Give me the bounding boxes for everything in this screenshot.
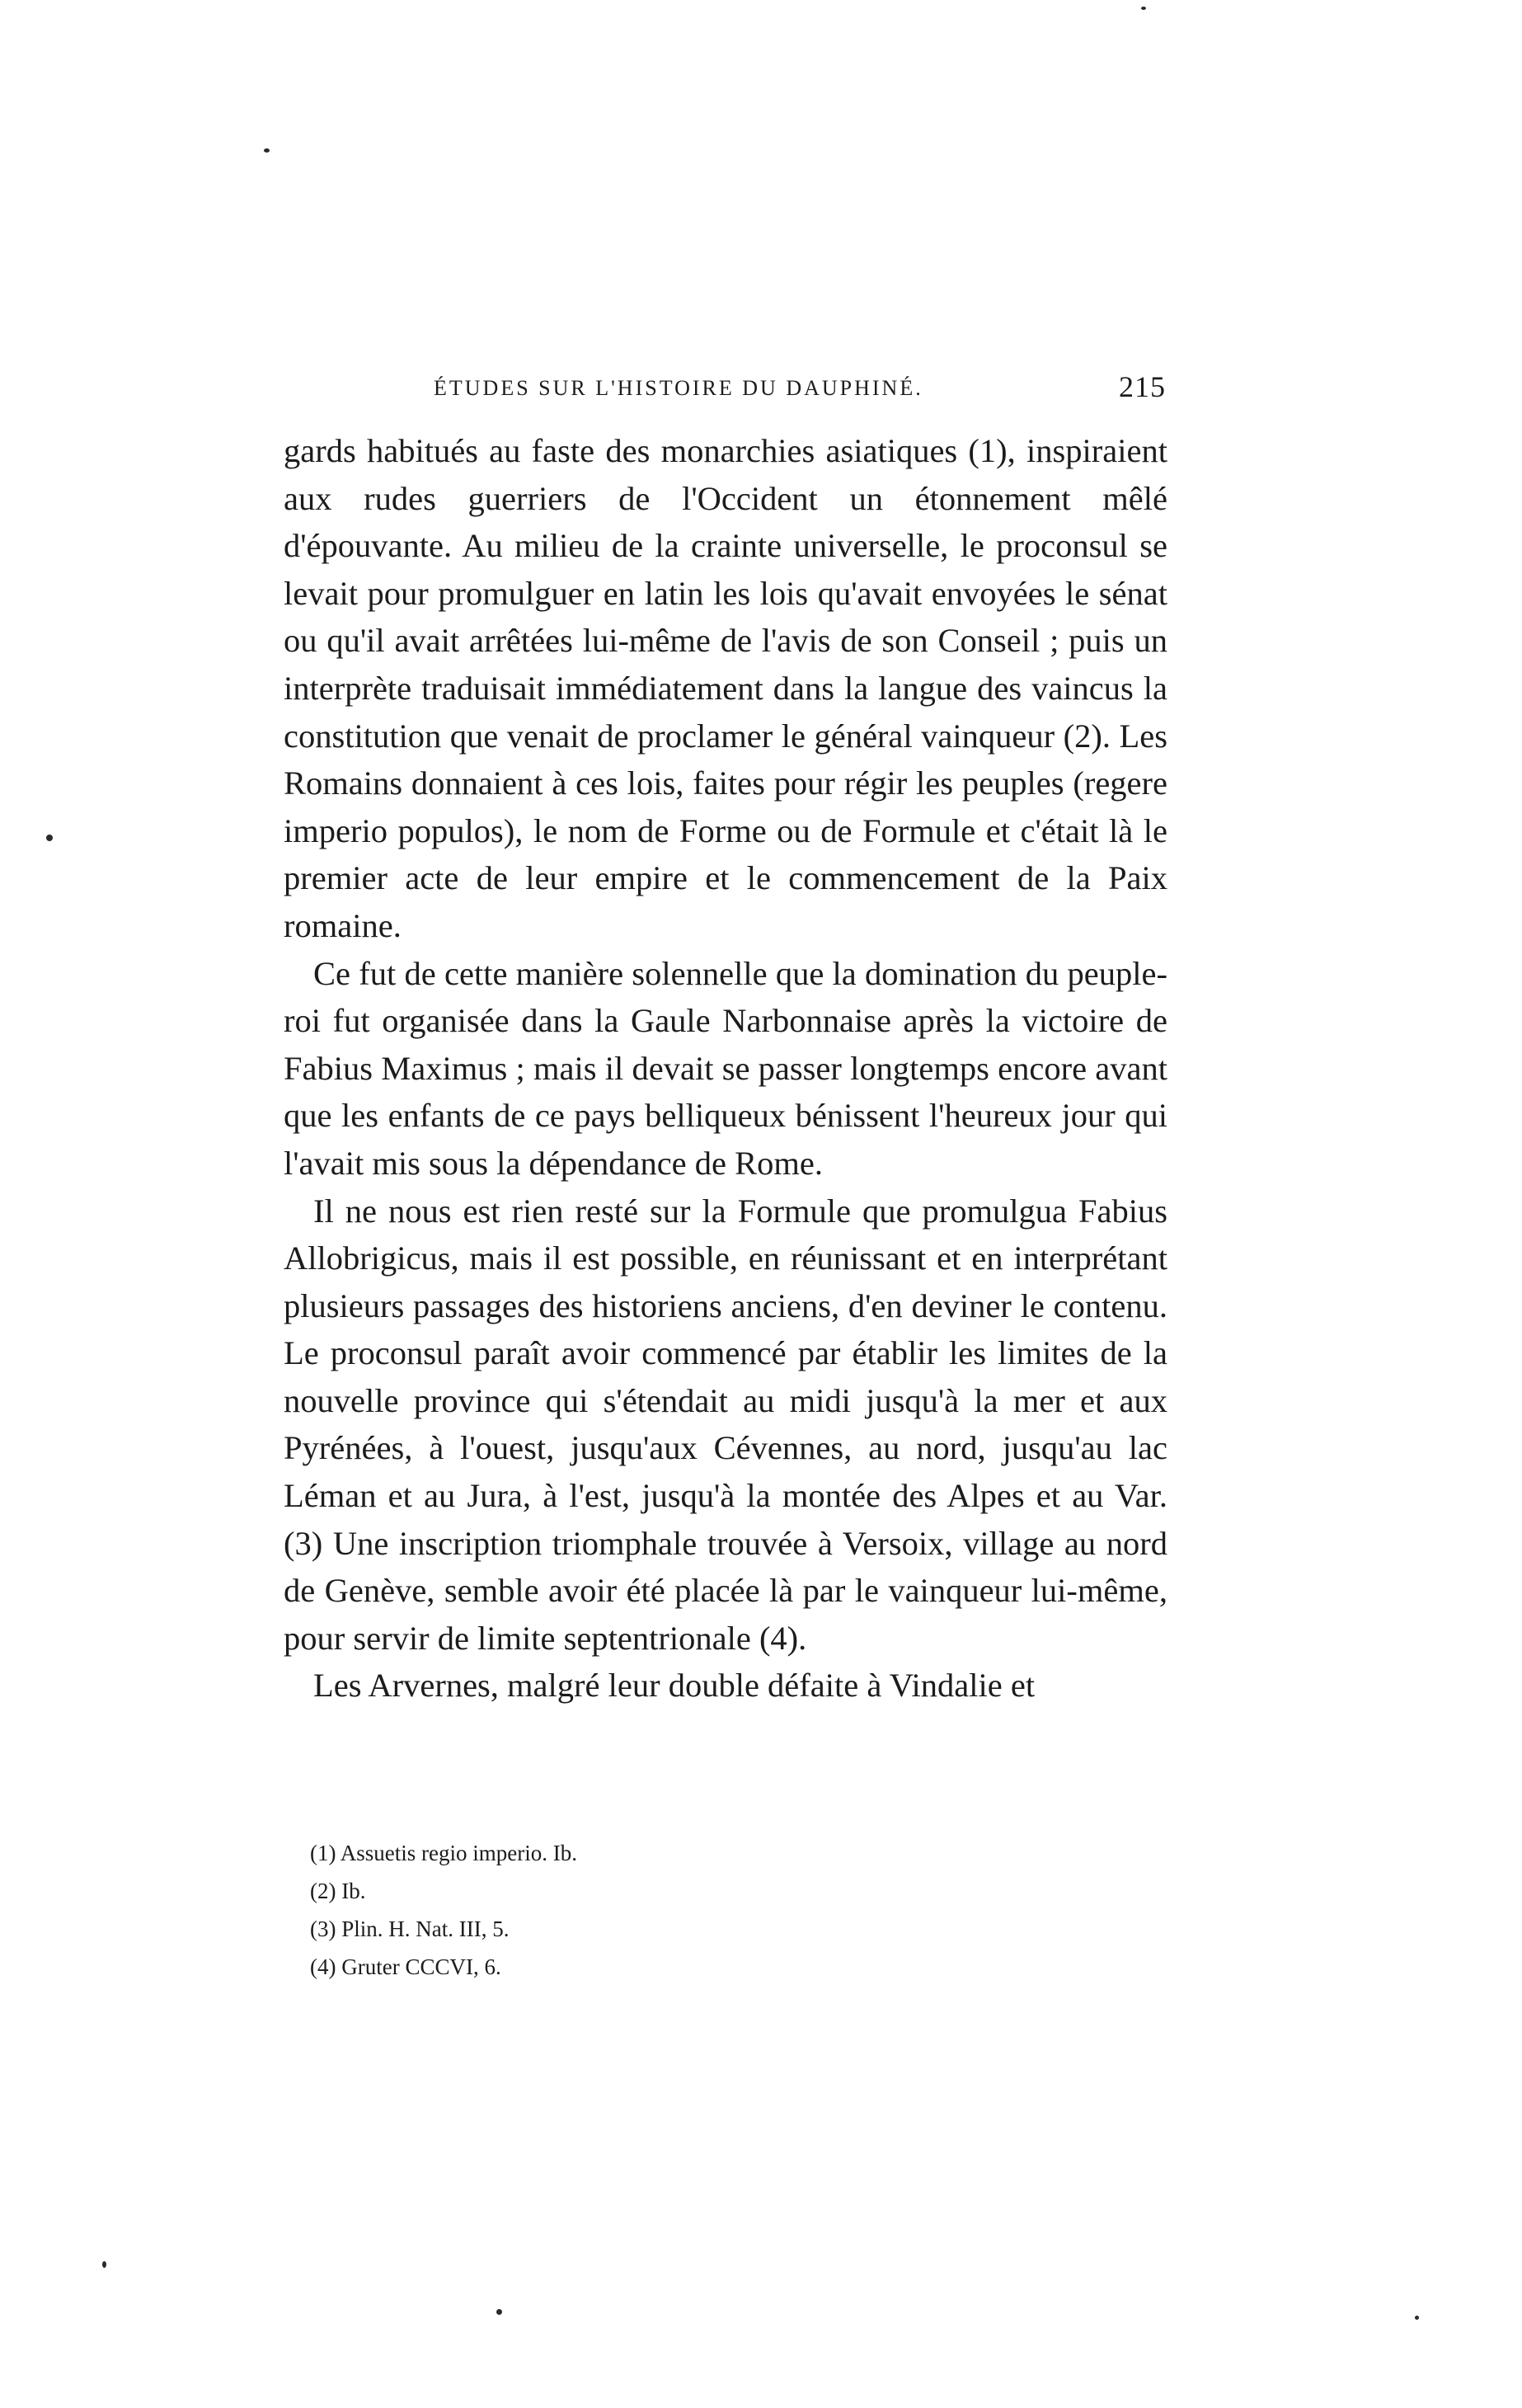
ink-speck	[496, 2309, 502, 2315]
ink-speck	[1141, 7, 1146, 10]
footnotes	[310, 1834, 1052, 1986]
paragraph-domination: Ce fut de cette manière solennelle que la domination du peuple-roi fut organisée dans la Gaule Narbonnaise après la victoire de Fabius Maximus ; mais il devait se passer longtemps encore avant que les enfants de ce pays belliqueux bénissent l'heureux jour qui l'avait mis sous la dépendance de Rome.	[284, 954, 1167, 1182]
footnote-4: (4) Gruter CCCVI, 6.	[310, 1954, 501, 1979]
page-number: 215	[1119, 370, 1166, 403]
running-title: ÉTUDES SUR L'HISTOIRE DU DAUPHINÉ.	[434, 376, 923, 400]
running-head	[285, 369, 1166, 411]
ink-speck	[1415, 2316, 1419, 2320]
ink-speck	[102, 2261, 106, 2268]
ink-speck	[264, 148, 270, 153]
paragraph-formule: Il ne nous est rien resté sur la Formule que promulgua Fabius Allobrigicus, mais il est possible, en réunissant et en interprétant plusieurs passages des historiens anciens, d'en deviner le contenu. Le proconsul paraît avoir commencé par établir les limites de la nouvelle province qui s'étendait au midi jusqu'à la mer et aux Pyrénées, à l'ouest, jusqu'aux Cévennes, au nord, jusqu'au lac Léman et au Jura, à l'est, jusqu'à la montée des Alpes et au Var. (3) Une inscription triomphale trouvée à Versoix, village au nord de Genève, semble avoir été placée là par le vainqueur lui-même, pour servir de limite septentrionale (4).	[284, 1192, 1167, 1657]
paragraph-continuation: gards habitués au faste des monarchies asiatiques (1), inspiraient aux rudes guerriers de l'Occident un étonnement mêlé d'épouvante. Au milieu de la crainte universelle, le proconsul se levait pour promulguer en latin les lois qu'avait envoyées le sénat ou qu'il avait arrêtées lui-même de l'avis de son Conseil ; puis un interprète traduisait immédiatement dans la langue des vaincus la constitution que venait de proclamer le général vainqueur (2). Les Romains donnaient à ces lois, faites pour régir les peuples (regere imperio populos), le nom de Forme ou de Formule et c'était là le premier acte de leur empire et le commencement de la Paix romaine.	[284, 432, 1167, 944]
paragraph-arvernes: Les Arvernes, malgré leur double défaite à Vindalie et	[313, 1667, 1036, 1705]
footnote-3: (3) Plin. H. Nat. III, 5.	[310, 1917, 510, 1941]
footnote-1: (1) Assuetis regio imperio. Ib.	[310, 1841, 577, 1865]
ink-speck	[46, 835, 53, 841]
body-text	[284, 427, 1167, 1710]
footnote-2: (2) Ib.	[310, 1879, 366, 1903]
